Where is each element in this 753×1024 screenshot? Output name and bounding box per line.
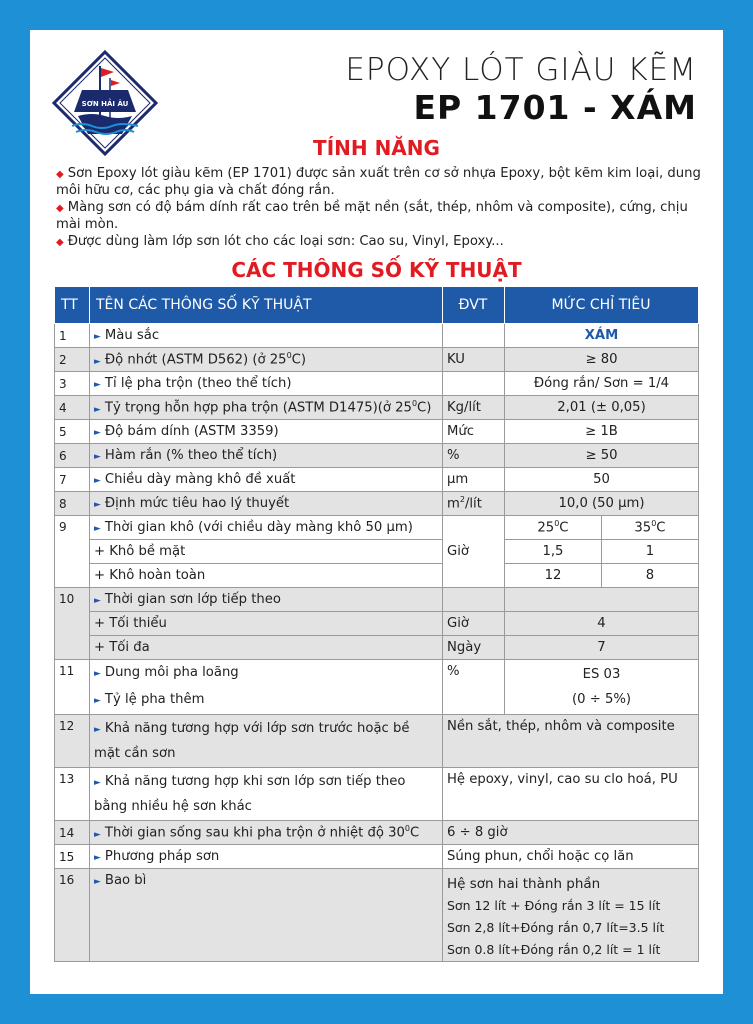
triangle-bullet-icon: ► xyxy=(94,877,101,887)
header-tt: TT xyxy=(55,287,90,324)
feature-item: ◆ Màng sơn có độ bám dính rất cao trên bề mặt nền (sắt, thép, nhôm và composite), cứng, chịu mài mòn. xyxy=(56,200,688,232)
feature-item: ◆ Được dùng làm lớp sơn lót cho các loại sơn: Cao su, Vinyl, Epoxy... xyxy=(56,234,504,249)
packaging-title: Hệ sơn hai thành phần xyxy=(447,876,601,892)
triangle-bullet-icon: ► xyxy=(94,404,101,415)
product-title: EPOXY LÓT GIÀU KẼM xyxy=(345,52,697,88)
triangle-bullet-icon: ► xyxy=(94,696,101,706)
triangle-bullet-icon: ► xyxy=(94,669,101,679)
packaging-line: Sơn 2,8 lít+Đóng rắn 0,7 lít=3.5 lít xyxy=(447,920,665,935)
triangle-bullet-icon: ► xyxy=(94,332,101,342)
features-heading: TÍNH NĂNG xyxy=(313,136,440,160)
table-row: 13 ► Khả năng tương hợp khi sơn lớp sơn tiếp theo bằng nhiều hệ sơn khác Hệ epoxy, vinyl, cao su clo hoá, PU xyxy=(55,768,699,821)
header-name: TÊN CÁC THÔNG SỐ KỸ THUẬT xyxy=(90,287,443,324)
table-row: 5 ► Độ bám dính (ASTM 3359) Mức ≥ 1B xyxy=(55,420,699,444)
diamond-bullet-icon: ◆ xyxy=(56,169,64,180)
triangle-bullet-icon: ► xyxy=(94,356,101,367)
packaging-line: Sơn 0.8 lít+Đóng rắn 0,2 lít = 1 lít xyxy=(447,942,661,957)
table-row: 7 ► Chiều dày màng khô đề xuất µm 50 xyxy=(55,468,699,492)
triangle-bullet-icon: ► xyxy=(94,428,101,438)
diamond-bullet-icon: ◆ xyxy=(56,203,64,214)
specs-table xyxy=(54,286,699,962)
table-row: 11 ► Dung môi pha loãng ► Tỷ lệ pha thêm % ES 03 (0 ÷ 5%) xyxy=(55,660,699,715)
table-row: 16 ► Bao bì Hệ sơn hai thành phần Sơn 12 lít + Đóng rắn 3 lít = 15 lít Sơn 2,8 lít+Đóng rắn 0,7 lít=3.5 lít Sơn 0.8 lít+Đóng rắn 0,2 lít = 1 lít xyxy=(55,869,699,962)
triangle-bullet-icon: ► xyxy=(94,524,101,534)
table-row: 9 ► Thời gian khô (với chiều dày màng khô 50 µm) Giờ $25^0C$ $35^0C$ xyxy=(55,516,699,540)
table-row: 8 ► Định mức tiêu hao lý thuyết $m^2$/lít 10,0 (50 µm) xyxy=(55,492,699,516)
table-row: 10 ► Thời gian sơn lớp tiếp theo xyxy=(55,588,699,612)
table-row: + Tối đa Ngày 7 xyxy=(55,636,699,660)
table-row: 14 ► Thời gian sống sau khi pha trộn ở nhiệt độ $30^0C$ 6 ÷ 8 giờ xyxy=(55,821,699,845)
table-row: 1 ► Màu sắc XÁM xyxy=(55,324,699,348)
triangle-bullet-icon: ► xyxy=(94,380,101,390)
triangle-bullet-icon: ► xyxy=(94,476,101,486)
header-unit: ĐVT xyxy=(443,287,505,324)
triangle-bullet-icon: ► xyxy=(94,725,101,735)
product-code: EP 1701 - XÁM xyxy=(413,88,697,127)
header-value: MỨC CHỈ TIÊU xyxy=(505,287,699,324)
features-list xyxy=(56,166,706,252)
triangle-bullet-icon: ► xyxy=(94,596,101,606)
triangle-bullet-icon: ► xyxy=(94,778,101,788)
feature-item: ◆ Sơn Epoxy lót giàu kẽm (EP 1701) được sản xuất trên cơ sở nhựa Epoxy, bột kẽm kim loại, dung môi hữu cơ, các phụ gia và chất đóng rắn. xyxy=(56,166,701,198)
triangle-bullet-icon: ► xyxy=(94,853,101,863)
table-row: 12 ► Khả năng tương hợp với lớp sơn trước hoặc bề mặt cần sơn Nền sắt, thép, nhôm và composite xyxy=(55,715,699,768)
table-row: 4 ► Tỷ trọng hỗn hợp pha trộn (ASTM D1475)(ở $25^0C$) Kg/lít 2,01 (± 0,05) xyxy=(55,396,699,420)
triangle-bullet-icon: ► xyxy=(94,829,101,840)
triangle-bullet-icon: ► xyxy=(94,452,101,462)
specs-heading: CÁC THÔNG SỐ KỸ THUẬT xyxy=(231,258,522,282)
triangle-bullet-icon: ► xyxy=(94,500,101,510)
table-row: 3 ► Tỉ lệ pha trộn (theo thể tích) Đóng rắn/ Sơn = 1/4 xyxy=(55,372,699,396)
table-row: + Tối thiểu Giờ 4 xyxy=(55,612,699,636)
table-header-row xyxy=(55,287,699,324)
packaging-line: Sơn 12 lít + Đóng rắn 3 lít = 15 lít xyxy=(447,898,661,913)
table-row: + Khô bề mặt 1,5 1 xyxy=(55,540,699,564)
logo-text: SƠN HẢI ÂU xyxy=(81,100,129,108)
table-row: 15 ► Phương pháp sơn Súng phun, chổi hoặc cọ lăn xyxy=(55,845,699,869)
table-row: 2 ► Độ nhớt (ASTM D562) (ở $25^0C$) KU ≥ 80 xyxy=(55,348,699,372)
table-row: + Khô hoàn toàn 12 8 xyxy=(55,564,699,588)
diamond-bullet-icon: ◆ xyxy=(56,237,64,248)
table-row: 6 ► Hàm rắn (% theo thể tích) % ≥ 50 xyxy=(55,444,699,468)
